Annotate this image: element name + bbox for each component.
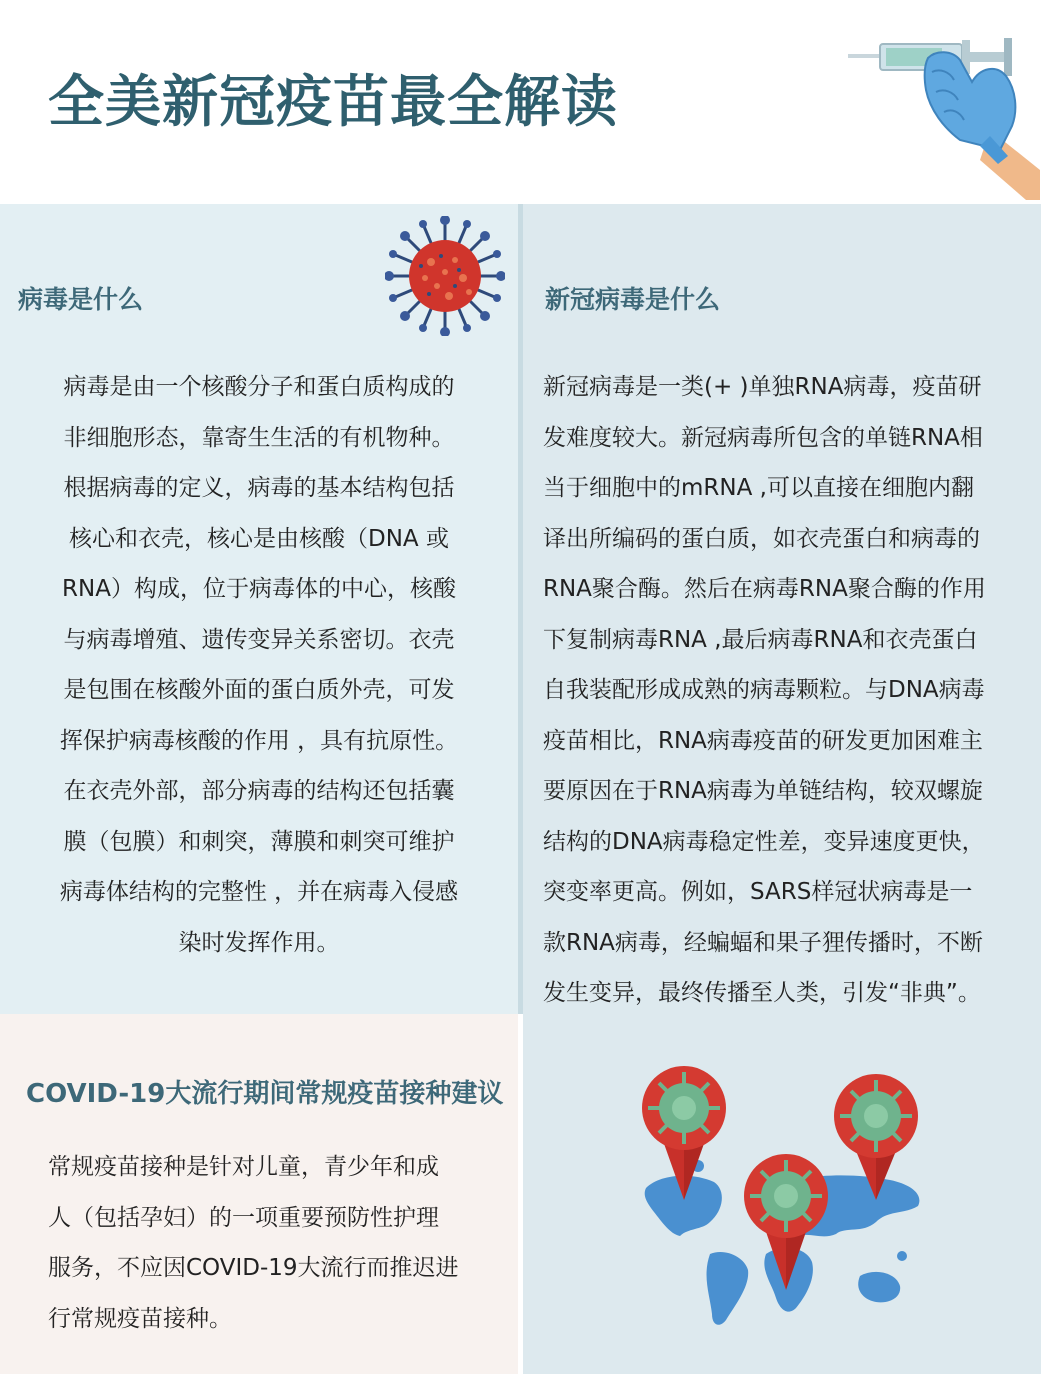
text-line: 结构的DNA病毒稳定性差，变异速度更快， [543,828,985,855]
section-heading-virus: 病毒是什么 [18,285,144,314]
world-map-virus-pins-icon [640,1050,930,1340]
text-line: 行常规疫苗接种。 [48,1305,232,1332]
text-line: 根据病毒的定义，病毒的基本结构包括 [63,475,455,501]
text-line: 新冠病毒是一类(+ )单独RNA病毒，疫苗研 [543,374,982,400]
text-line: 当于细胞中的mRNA ,可以直接在细胞内翻 [543,475,974,501]
text-line: 与病毒增殖、遗传变异关系密切。衣壳 [63,626,455,653]
text-line: 自我装配形成成熟的病毒颗粒。与DNA病毒 [543,677,985,703]
syringe-icon [840,10,1040,200]
text-line: 是包围在核酸外面的蛋白质外壳，可发 [63,677,455,703]
text-line: 款RNA病毒，经蝙蝠和果子狸传播时，不断 [543,929,983,956]
text-line: 发生变异，最终传播至人类，引发“非典”。 [543,980,981,1006]
text-line: 突变率更高。例如，SARS样冠状病毒是一 [543,879,973,905]
coronavirus-icon [385,216,505,336]
text-line: 发难度较大。新冠病毒所包含的单链RNA相 [543,424,983,451]
text-line: 常规疫苗接种是针对儿童，青少年和成 [48,1154,439,1180]
text-line: 染时发挥作用。 [178,929,340,956]
covid-virus-description [543,362,1033,1019]
text-line: 挥保护病毒核酸的作用 ，具有抗原性。 [59,727,459,754]
vaccination-advice [48,1142,508,1344]
text-line: 非细胞形态，靠寄生生活的有机物种。 [63,424,455,451]
text-line: 病毒是由一个核酸分子和蛋白质构成的 [63,374,455,400]
virus-description [0,362,518,968]
text-line: 下复制病毒RNA ,最后病毒RNA和衣壳蛋白 [543,626,978,653]
text-line: RNA聚合酶。然后在病毒RNA聚合酶的作用 [543,576,986,602]
text-line: 人（包括孕妇）的一项重要预防性护理 [48,1204,439,1231]
page-title: 全美新冠疫苗最全解读 [48,70,618,135]
text-line: 核心和衣壳，核心是由核酸（DNA 或 [69,525,449,552]
text-line: 要原因在于RNA病毒为单链结构，较双螺旋 [543,778,983,804]
text-line: 疫苗相比，RNA病毒疫苗的研发更加困难主 [543,727,983,754]
section-heading-covid-virus: 新冠病毒是什么 [545,285,721,314]
text-line: 病毒体结构的完整性 ，并在病毒入侵感 [59,879,459,905]
section-heading-vaccination: COVID-19大流行期间常规疫苗接种建议 [26,1079,504,1109]
text-line: 在衣壳外部，部分病毒的结构还包括囊 [63,778,455,804]
text-line: 服务，不应因COVID-19大流行而推迟进 [48,1255,459,1281]
text-line: RNA）构成，位于病毒体的中心，核酸 [62,576,456,602]
text-line: 膜（包膜）和刺突，薄膜和刺突可维护 [63,828,455,855]
text-line: 译出所编码的蛋白质，如衣壳蛋白和病毒的 [543,525,980,552]
